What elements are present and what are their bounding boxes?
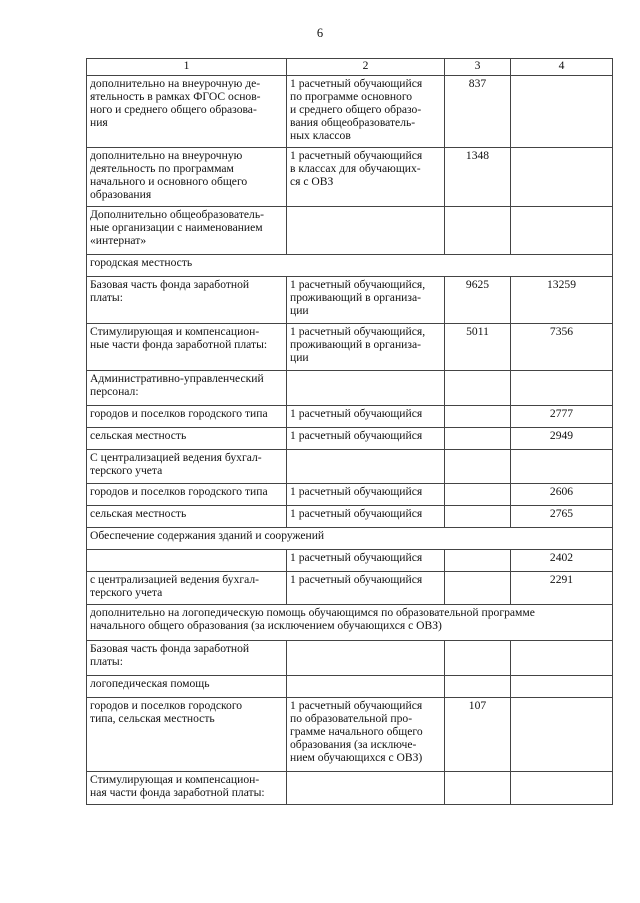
row-label: сельская местность <box>87 506 287 528</box>
row-label <box>87 550 287 572</box>
row-label: С централизацией ведения бухгал- терского учета <box>87 450 287 484</box>
table-row <box>87 148 613 207</box>
row-value-4 <box>511 676 613 698</box>
row-unit <box>287 207 445 255</box>
row-unit <box>287 772 445 805</box>
section-title: дополнительно на логопедическую помощь обучающимся по образовательной программе начального общего образования (за исключением обучающихся с ОВЗ) <box>87 605 613 641</box>
row-unit: 1 расчетный обучающийся <box>287 406 445 428</box>
row-label: логопедическая помощь <box>87 676 287 698</box>
row-value-3 <box>445 550 511 572</box>
row-value-4 <box>511 207 613 255</box>
row-label: Административно-управленческий персонал: <box>87 371 287 406</box>
row-value-4: 2777 <box>511 406 613 428</box>
header-col-3: 3 <box>445 59 511 76</box>
table-row <box>87 698 613 772</box>
row-value-4: 2291 <box>511 572 613 605</box>
row-unit: 1 расчетный обучающийся в классах для обучающих- ся с ОВЗ <box>287 148 445 207</box>
row-value-3 <box>445 428 511 450</box>
table-row <box>87 428 613 450</box>
row-label: сельская местность <box>87 428 287 450</box>
row-label: городов и поселков городского типа, сельская местность <box>87 698 287 772</box>
row-label: городов и поселков городского типа <box>87 406 287 428</box>
table-row <box>87 324 613 371</box>
table-row <box>87 506 613 528</box>
row-value-3 <box>445 406 511 428</box>
section-row <box>87 528 613 550</box>
table-row <box>87 406 613 428</box>
row-value-3: 837 <box>445 76 511 148</box>
row-value-3 <box>445 506 511 528</box>
row-value-3 <box>445 572 511 605</box>
row-value-4: 7356 <box>511 324 613 371</box>
section-title: Обеспечение содержания зданий и сооружений <box>87 528 613 550</box>
table-row <box>87 641 613 676</box>
row-value-4: 2949 <box>511 428 613 450</box>
row-label: Стимулирующая и компенсацион- ные части фонда заработной платы: <box>87 324 287 371</box>
table-row <box>87 550 613 572</box>
row-value-4 <box>511 148 613 207</box>
row-label: с централизацией ведения бухгал- терского учета <box>87 572 287 605</box>
row-value-4: 13259 <box>511 277 613 324</box>
row-unit: 1 расчетный обучающийся <box>287 428 445 450</box>
row-unit <box>287 676 445 698</box>
row-unit: 1 расчетный обучающийся <box>287 506 445 528</box>
row-label: Стимулирующая и компенсацион- ная части фонда заработной платы: <box>87 772 287 805</box>
row-value-4 <box>511 76 613 148</box>
row-unit: 1 расчетный обучающийся, проживающий в организа- ции <box>287 324 445 371</box>
table-row <box>87 450 613 484</box>
row-value-4 <box>511 641 613 676</box>
row-value-3: 9625 <box>445 277 511 324</box>
page-number: 6 <box>316 26 324 40</box>
table-row <box>87 371 613 406</box>
row-unit <box>287 450 445 484</box>
row-unit <box>287 371 445 406</box>
table-row <box>87 484 613 506</box>
row-label: Базовая часть фонда заработной платы: <box>87 641 287 676</box>
row-value-3 <box>445 207 511 255</box>
section-row <box>87 605 613 641</box>
row-unit: 1 расчетный обучающийся <box>287 550 445 572</box>
row-value-4: 2402 <box>511 550 613 572</box>
table-row <box>87 676 613 698</box>
header-col-4: 4 <box>511 59 613 76</box>
table-row <box>87 207 613 255</box>
row-value-3 <box>445 484 511 506</box>
tariff-table <box>86 58 613 805</box>
row-unit: 1 расчетный обучающийся, проживающий в организа- ции <box>287 277 445 324</box>
row-label: городская местность <box>87 255 613 277</box>
row-label: дополнительно на внеурочную деятельность по программам начального и основного общего образования <box>87 148 287 207</box>
table-row <box>87 772 613 805</box>
table-row <box>87 76 613 148</box>
row-value-4 <box>511 698 613 772</box>
table-row <box>87 277 613 324</box>
row-value-3: 107 <box>445 698 511 772</box>
row-unit: 1 расчетный обучающийся <box>287 484 445 506</box>
row-value-3 <box>445 450 511 484</box>
row-label: Дополнительно общеобразователь- ные организации с наименованием «интернат» <box>87 207 287 255</box>
row-unit: 1 расчетный обучающийся <box>287 572 445 605</box>
row-value-4 <box>511 450 613 484</box>
header-col-1: 1 <box>87 59 287 76</box>
row-value-3: 1348 <box>445 148 511 207</box>
row-value-3 <box>445 676 511 698</box>
row-value-4 <box>511 371 613 406</box>
row-unit: 1 расчетный обучающийся по программе основного и среднего общего образо- вания общеобразователь- ных классов <box>287 76 445 148</box>
table-row <box>87 255 613 277</box>
row-value-3 <box>445 371 511 406</box>
row-value-4: 2765 <box>511 506 613 528</box>
row-unit <box>287 641 445 676</box>
row-value-4 <box>511 772 613 805</box>
header-col-2: 2 <box>287 59 445 76</box>
table-row <box>87 572 613 605</box>
row-label: Базовая часть фонда заработной платы: <box>87 277 287 324</box>
row-label: городов и поселков городского типа <box>87 484 287 506</box>
row-value-3 <box>445 641 511 676</box>
row-value-3: 5011 <box>445 324 511 371</box>
header-row <box>87 59 613 76</box>
row-unit: 1 расчетный обучающийся по образовательной про- грамме начального общего образования (за исключе- нием обучающихся с ОВЗ) <box>287 698 445 772</box>
row-label: дополнительно на внеурочную де- ятельность в рамках ФГОС основ- ного и среднего общего образова- ния <box>87 76 287 148</box>
row-value-3 <box>445 772 511 805</box>
row-value-4: 2606 <box>511 484 613 506</box>
